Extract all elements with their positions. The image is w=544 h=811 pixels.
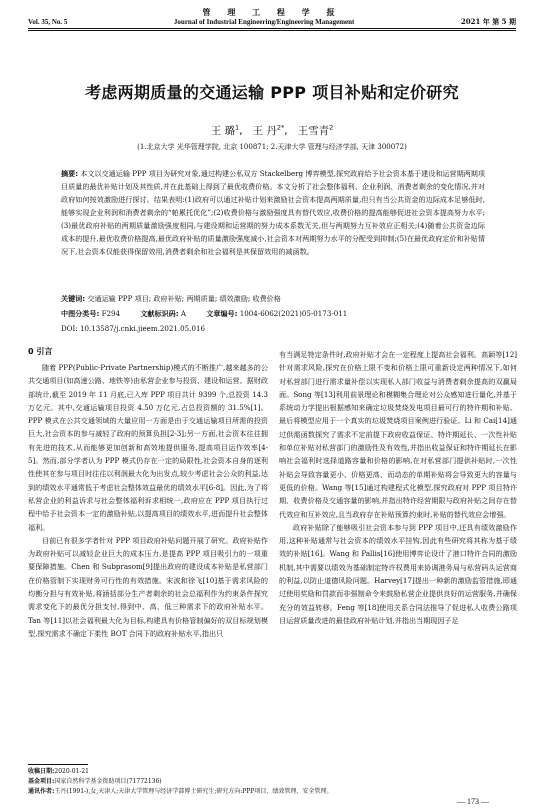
footnote-rule [28, 764, 88, 765]
volume-issue: Vol. 35, No. 5 [28, 18, 68, 26]
classification-line [61, 309, 485, 319]
corresponding-author-label: 通讯作者: [28, 788, 55, 795]
year-issue: 2021 年 第 5 期 [460, 17, 516, 26]
paragraph: 政府补贴除了能够吸引社会资本参与到 PPP 项目中,还具有绩效激励作用,这种补贴通常与社会资本的绩效水平挂钩,因此有些研究将其称为基于绩效的补贴[16]。Wang 和 Pallis[16]使用博弈论设计了港口特许合同的激励机制,其中需要以绩效为基础制定特许权费用来协调港务局与私营码头运营商的利益,以防止道德风险问题。Harvey[17]提出一种新的激励监管措施,即通过使用奖励和罚款而非强制命令来鼓励私营企业提供良好的运营服务,并确保充分的效益转移。Feng 等[18]使用关系合同法推导了促进私人收费公路项目运营质量改进的最佳政府补贴计划,并指出当期现因子足 [279, 522, 517, 625]
received-label: 收稿日期: [28, 768, 55, 775]
footnote-corresponding-author [28, 787, 516, 797]
footnote-fund [28, 777, 516, 787]
fund-label: 基金项目: [28, 778, 55, 785]
author-affiliation-mark: 1 [235, 123, 240, 132]
author-affiliation-mark: 2 [329, 123, 334, 132]
author-name: 王 丹 [252, 125, 277, 137]
article-title: 考虑两期质量的交通运输 PPP 项目补贴和定价研究 [85, 83, 459, 102]
clc-value: F294 [101, 309, 121, 318]
keywords-label: 关键词: [61, 294, 86, 303]
article-id-label: 文章编号: [206, 309, 238, 318]
author-name: 王 璐 [210, 125, 236, 137]
author-affiliations: (1.北京大学 光华管理学院, 北京 100871; 2.天津大学 管理与经济学部, 天津 300072) [137, 143, 407, 151]
author-name: 王雪青 [297, 125, 330, 137]
doi: DOI: 10.13587/j.cnki.jieem.2021.05.016 [61, 324, 205, 333]
clc-label: 中图分类号: [61, 309, 100, 318]
article-id-value: 1004-6062(2021)05-0173-011 [239, 309, 348, 318]
paragraph: 随着 PPP(Public-Private Partnership)模式的不断推广,越来越多的公共交通项目(如高速公路、地铁等)由私营企业参与投资、建设和运营。据财政部统计,截至 2019 年 11 月底,已入库 PPP 项目共计 9399 个,总投资 14.3 万亿元。其中,交通运输项目投资 4.50 万亿元,占总投资额的 31.5%[1]。PPP 模式在公共交通领域的大量应用一方面是由于交通运输项目所需的投资巨大,社会资本的参与减轻了政府的预算负担[2-3];另一方面,社会资本往往拥有先进的技术,从而能够更加创新和高效地提供服务,提高项目运作效率[4-5]。然而,部分学者认为 PPP 模式仍存在一定的局限性,社会资本自身的逐利性使其在参与项目时往往以利润最大化为出发点,较少考虑社会公众的利益,达到的绩效水平通常低于考虑社会整体效益最优的绩效水平[6-8]。因此,为了将私营企业的利益诉求与社会整体福利诉求相统一,政府应在 PPP 项目执行过程中给予社会资本一定的激励补贴,以提高项目的绩效水平,进而提升社会整体福利。 [28, 363, 268, 532]
received-date: 2020-01-21 [54, 768, 89, 775]
running-header-journal-name: 管 理 工 程 学 报 [202, 8, 342, 17]
keywords-text: 交通运输 PPP 项目; 政府补贴; 两期质量; 绩效激励; 收费价格 [87, 294, 281, 303]
abstract-text: 本文以交通运输 PPP 项目为研究对象,通过构建公私双方 Stackelberg 博弈模型,探究政府给予社会资本基于建设和运营期两期项目质量的最优补贴计划及其性质,并在此基础上得到了最优收费价格。本文分析了社会整体福利、企业利润、消费者剩余的变化情况,并对政府如何按效激励进行探讨。结果表明:(1)政府可以通过补贴计划来激励社会资本提高两期质量,但只有当公共资金的边际成本足够低时,能够实现企业利润和消费者剩余的“帕累托优化”;(2)收费价格与激励强度具有替代效应,收费价格的提高能够促进社会资本提高努力水平;(3)最优政府补贴的两期质量激励强度相同,与建设期和运营期的努力成本系数无关,但与两期努力互补效应正相关;(4)随着公共资金边际成本的提升,最优收费价格提高,最优政府补贴的质量激励强度减小,社会资本对两期努力水平的分配受到抑制;(5)在最优政府定价和补贴情况下,社会资本仅能获得保留效用,消费者剩余和社会福利是其保留效用的减函数。 [61, 169, 485, 256]
abstract [61, 167, 485, 258]
keywords [61, 294, 485, 304]
header-rule [28, 28, 516, 29]
corresponding-author-text: 王丹(1991-),女,天津人;天津大学管理与经济学部博士研究生;研究方向:PPP项目、绩效管理、安全管理。 [54, 788, 333, 795]
fund-text: 国家自然科学基金资助项目(71772136) [54, 778, 162, 785]
footnote-received [28, 767, 516, 777]
running-header [28, 17, 516, 27]
header-rule-thin [28, 30, 516, 31]
body-column-right [279, 348, 517, 627]
abstract-label: 摘要: [61, 169, 79, 178]
paragraph: 有当满足特定条件时,政府补贴才会在一定程度上提高社会福利。高颖等[12]针对需求风险,探究在价格上限不变和价格上限可重新设定两种情况下,如何对私营部门进行需求量补偿以实现私人部门收益与消费者剩余提高的双赢局面。Song 等[13]利用前景理论和模糊集合理论对公众感知进行量化,并基于系统动力学提出根据感知来确定垃圾焚烧发电项目最可行的特许期和补贴。最后将模型应用于一个真实的垃圾焚烧项目案例进行验证。Li 和 Cai[14]通过供需函数探究了需求不定前提下政府收益保证、特许期延长、一次性补贴和单位补贴对私营部门的激励性及有效性,并指出收益保证和特许期延长在影响社会福利时选择道路容量和价格的影响,在对私营部门提供补贴时,一次性补贴会导致容量更小、价格更高、而动态的单期补贴将会导致更大的容量与更低的价格。Wang 等[15]通过构建程式化模型,探究政府对 PPP 项目特许期、收费价格及交通容量的影响,并指出特许经营期限与政府补贴之间存在替代效应和互补效应,且当政府存在补贴预算约束时,补贴的替代效应会增强。 [279, 350, 517, 519]
footnotes [28, 767, 516, 797]
body-column-left [28, 361, 268, 640]
page-number: — 173 — [457, 797, 489, 806]
author-list: 王 璐$^1$, 王 丹$^{2*}$, 王雪青$^2$ [210, 123, 334, 137]
journal-english-name: Journal of Industrial Engineering/Engineering Management [173, 18, 355, 26]
section-heading-introduction: 0 引言 [28, 347, 53, 356]
doc-code-label: 文献标识码: [140, 309, 179, 318]
paragraph: 目前已有很多学者针对 PPP 项目政府补贴问题开展了研究。政府补贴作为政府补贴可以减轻企业巨大的成本压力,是提高 PPP 项目吸引力的一项重要保障措施。Chen 和 Subprasom[9]提出政府的建设成本补贴是私营部门在价格管制下实现财务可行性的有效措施。宋波和徐飞[10]基于需求风险的均衡分担与有效补贴,将涵括部分生产者剩余的社会总福利作为约束条件探究需求变化下的最优分担支付,得到中、高、低三种需求下的政府补贴水平。Tan 等[11]以社会福利最大化为目标,构建具有价格管制偏好的双目标规划模型,探究需求不确定下柔性 BOT 合同下的政府补贴水平,指出只 [28, 535, 268, 638]
doc-code-value: A [180, 309, 187, 318]
author-affiliation-mark: 2* [276, 123, 285, 132]
